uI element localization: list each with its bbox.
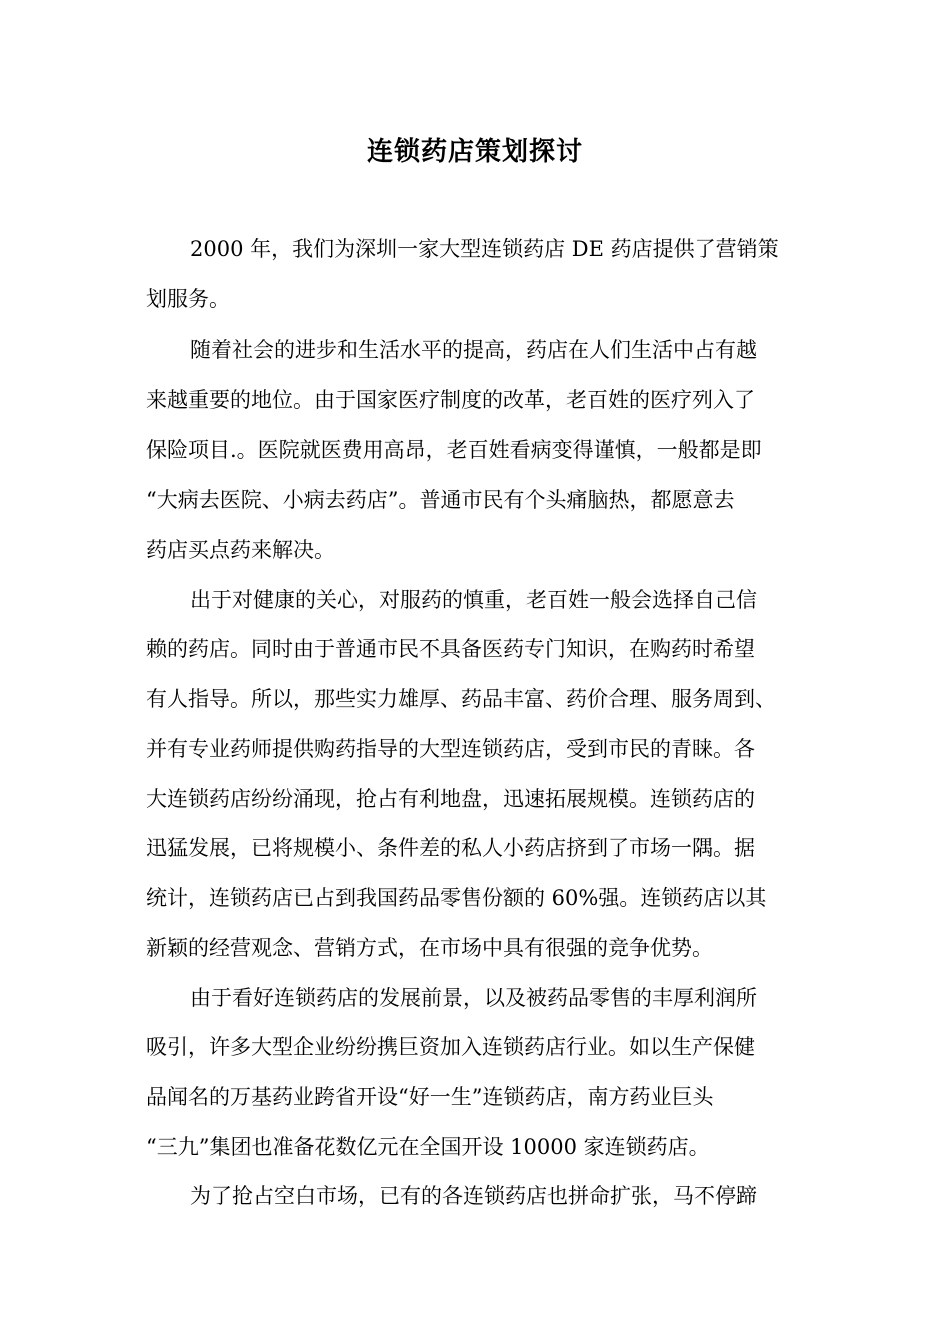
paragraph-line: 划服务。 bbox=[146, 287, 230, 311]
paragraph-line: 并有专业药师提供购药指导的大型连锁药店，受到市民的青睐。各 bbox=[146, 737, 755, 761]
paragraph-line: 吸引，许多大型企业纷纷携巨资加入连锁药店行业。如以生产保健 bbox=[146, 1035, 755, 1059]
paragraph-line: 随着社会的进步和生活水平的提高，药店在人们生活中占有越 bbox=[190, 338, 757, 362]
paragraph-line: “大病去医院、小病去药店”。普通市民有个头痛脑热，都愿意去 bbox=[146, 488, 735, 512]
paragraph-line: 由于看好连锁药店的发展前景，以及被药品零售的丰厚利润所 bbox=[190, 986, 757, 1010]
paragraph-line: 2000 年，我们为深圳一家大型连锁药店 DE 药店提供了营销策 bbox=[190, 237, 779, 261]
paragraph-line: 来越重要的地位。由于国家医疗制度的改革，老百姓的医疗列入了 bbox=[146, 388, 755, 412]
paragraph-line: 药店买点药来解决。 bbox=[146, 538, 335, 562]
paragraph-line: 出于对健康的关心，对服药的慎重，老百姓一般会选择自己信 bbox=[190, 588, 757, 612]
paragraph-line: 新颖的经营观念、营销方式，在市场中具有很强的竞争优势。 bbox=[146, 936, 713, 960]
paragraph-line: 统计，连锁药店已占到我国药品零售份额的 60%强。连锁药店以其 bbox=[146, 886, 767, 910]
document-title: 连锁药店策划探讨 bbox=[366, 137, 583, 167]
paragraph-line: 迅猛发展，已将规模小、条件差的私人小药店挤到了市场一隅。据 bbox=[146, 836, 755, 860]
paragraph-line: 赖的药店。同时由于普通市民不具备医药专门知识，在购药时希望 bbox=[146, 637, 755, 661]
paragraph-line: 保险项目.。医院就医费用高昂，老百姓看病变得谨慎，一般都是即 bbox=[146, 438, 762, 462]
paragraph-line: 为了抢占空白市场，已有的各连锁药店也拼命扩张，马不停蹄 bbox=[190, 1184, 757, 1208]
paragraph-line: “三九”集团也准备花数亿元在全国开设 10000 家连锁药店。 bbox=[146, 1135, 710, 1159]
paragraph-line: 大连锁药店纷纷涌现，抢占有利地盘，迅速拓展规模。连锁药店的 bbox=[146, 787, 755, 811]
paragraph-line: 品闻名的万基药业跨省开设“好一生”连锁药店，南方药业巨头 bbox=[146, 1085, 714, 1109]
paragraph-line: 有人指导。所以，那些实力雄厚、药品丰富、药价合理、服务周到、 bbox=[146, 687, 776, 711]
